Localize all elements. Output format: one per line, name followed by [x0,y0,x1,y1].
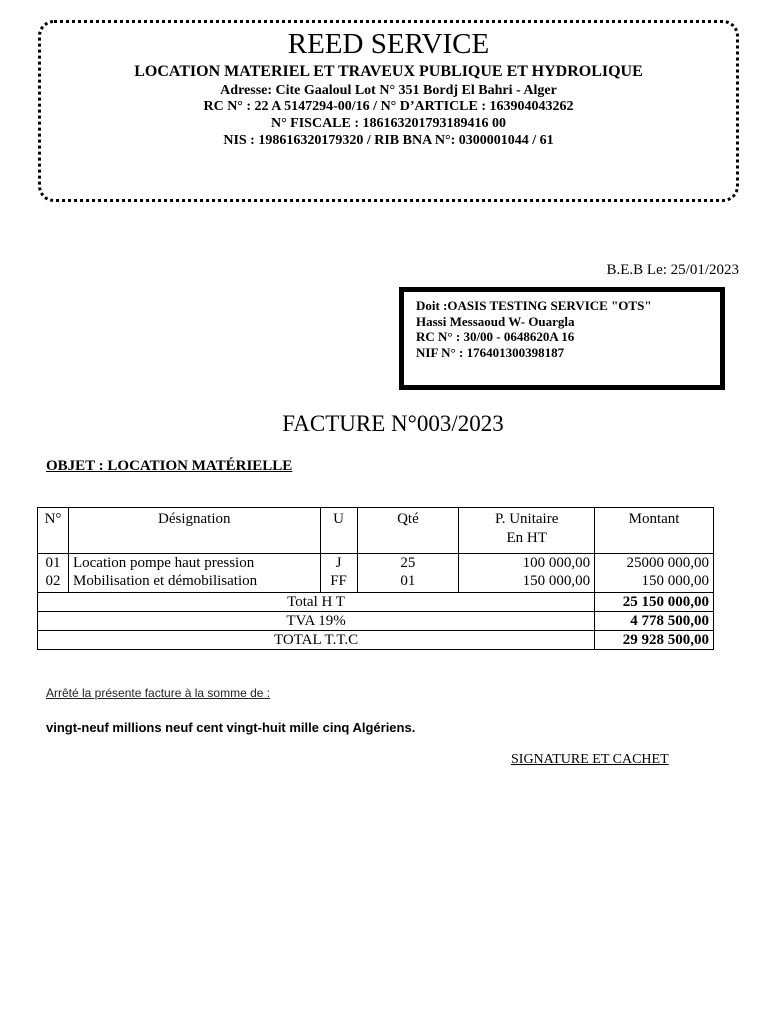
row-amount: 25000 000,00 [595,554,714,573]
row-designation: Location pompe haut pression [68,554,320,573]
invoice-table [37,507,714,650]
header-designation: Désignation [68,508,320,554]
client-nif: NIF N° : 176401300398187 [416,344,565,360]
header-unit-price-l2: En HT [506,530,547,546]
row-num: 02 [38,572,69,593]
company-rc-article: RC N° : 22 A 5147294-00/16 / N° D’ARTICLE : 163904043262 [203,99,574,114]
total-ht-value: 25 150 000,00 [595,593,714,612]
company-activity: LOCATION MATERIEL ET TRAVEUX PUBLIQUE ET HYDROLIQUE [134,63,643,80]
total-ttc-value: 29 928 500,00 [595,631,714,650]
company-fiscal-number: N° FISCALE : 186163201793189416 00 [270,116,507,131]
total-ht-label: Total H T [38,593,595,612]
client-name: Doit :OASIS TESTING SERVICE "OTS" [416,298,652,313]
row-amount: 150 000,00 [595,572,714,593]
total-ht-row [38,593,714,612]
row-qty: 25 [357,554,459,573]
client-box [399,287,725,390]
header-unit: U [320,508,357,554]
table-header-row [38,508,714,554]
arrete-text: Arrêté la présente facture à la somme de : [46,686,271,700]
row-unit-price: 100 000,00 [459,554,595,573]
tva-value: 4 778 500,00 [595,612,714,631]
tva-label: TVA 19% [38,612,595,631]
company-address: Adresse: Cite Gaaloul Lot N° 351 Bordj El Bahri - Alger [220,83,557,98]
total-ttc-label: TOTAL T.T.C [38,631,595,650]
row-unit: J [320,554,357,573]
invoice-object: OBJET : LOCATION MATÉRIELLE [46,458,293,474]
table-row [38,554,714,573]
company-nis-rib: NIS : 198616320179320 / RIB BNA N°: 0300001044 / 61 [223,133,554,148]
row-num: 01 [38,554,69,573]
row-designation: Mobilisation et démobilisation [68,572,320,593]
tva-row [38,612,714,631]
amount-in-words: vingt-neuf millions neuf cent vingt-huit mille cinq Algériens. [46,720,416,735]
total-ttc-row [38,631,714,650]
header-num: N° [38,508,69,554]
signature-label: SIGNATURE ET CACHET [511,752,669,767]
client-rc: RC N° : 30/00 - 0648620A 16 [416,329,575,344]
table-row [38,572,714,593]
company-header [38,20,739,202]
row-unit-price: 150 000,00 [459,572,595,593]
invoice-date: B.E.B Le: 25/01/2023 [606,262,739,278]
invoice-title: FACTURE N°003/2023 [282,411,504,436]
header-qty: Qté [357,508,459,554]
header-amount: Montant [595,508,714,554]
client-location: Hassi Messaoud W- Ouargla [416,313,575,329]
row-qty: 01 [357,572,459,593]
company-name: REED SERVICE [287,28,490,60]
header-unit-price [459,508,595,554]
row-unit: FF [320,572,357,593]
header-unit-price-l1: P. Unitaire [495,511,559,527]
